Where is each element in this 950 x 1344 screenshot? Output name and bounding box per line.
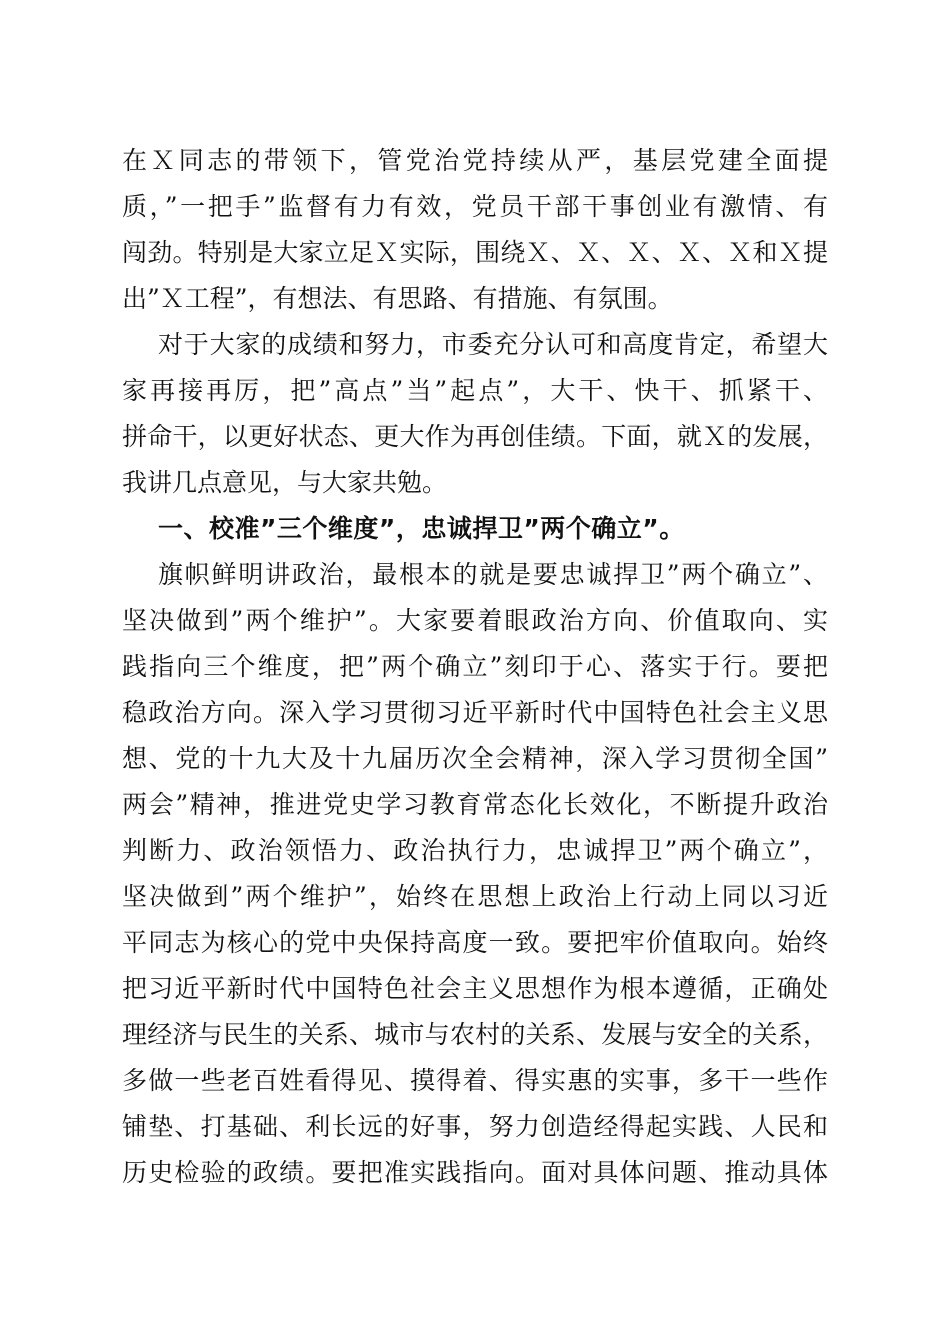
- paragraph-1-line-1: 在Ｘ同志的带领下，管党治党持续从严，基层党建全面提: [122, 146, 828, 175]
- paragraph-2-line-4: 我讲几点意见，与大家共勉。: [122, 468, 448, 497]
- paragraph-2-line-3: 拼命干，以更好状态、更大作为再创佳绩。下面，就Ｘ的发展，: [122, 422, 828, 451]
- paragraph-3-line-6: 两会”精神，推进党史学习教育常态化长效化，不断提升政治: [122, 790, 828, 819]
- paragraph-3-line-7: 判断力、政治领悟力、政治执行力，忠诚捍卫”两个确立”，: [122, 836, 828, 865]
- paragraph-3-line-12: 多做一些老百姓看得见、摸得着、得实惠的实事，多干一些作: [122, 1066, 828, 1095]
- paragraph-1-line-4: 出”Ｘ工程”，有想法、有思路、有措施、有氛围。: [122, 284, 673, 313]
- paragraph-1-line-3: 闯劲。特别是大家立足Ｘ实际，围绕Ｘ、Ｘ、Ｘ、Ｘ、Ｘ和Ｘ提: [122, 238, 828, 267]
- paragraph-3-line-5: 想、党的十九大及十九届历次全会精神，深入学习贯彻全国”: [122, 744, 828, 773]
- paragraph-3-line-2: 坚决做到”两个维护”。大家要着眼政治方向、价值取向、实: [122, 606, 828, 635]
- paragraph-3-line-1: 旗帜鲜明讲政治，最根本的就是要忠诚捍卫”两个确立”、: [158, 560, 828, 589]
- paragraph-3-line-9: 平同志为核心的党中央保持高度一致。要把牢价值取向。始终: [122, 928, 828, 957]
- paragraph-3-line-8: 坚决做到”两个维护”，始终在思想上政治上行动上同以习近: [122, 882, 828, 911]
- paragraph-3-line-10: 把习近平新时代中国特色社会主义思想作为根本遵循，正确处: [122, 974, 828, 1003]
- paragraph-3-line-11: 理经济与民生的关系、城市与农村的关系、发展与安全的关系，: [122, 1020, 828, 1049]
- paragraph-3-line-13: 铺垫、打基础、利长远的好事，努力创造经得起实践、人民和: [122, 1112, 828, 1141]
- paragraph-3-line-3: 践指向三个维度，把”两个确立”刻印于心、落实于行。要把: [122, 652, 828, 681]
- section-heading-1: 一、校准”三个维度”，忠诚捍卫”两个确立”。: [158, 514, 685, 543]
- paragraph-2-line-2: 家再接再厉，把”高点”当”起点”，大干、快干、抓紧干、: [122, 376, 828, 405]
- paragraph-1-line-2: 质，”一把手”监督有力有效，党员干部干事创业有激情、有: [122, 192, 828, 221]
- paragraph-2-line-1: 对于大家的成绩和努力，市委充分认可和高度肯定，希望大: [158, 330, 828, 359]
- paragraph-3-line-4: 稳政治方向。深入学习贯彻习近平新时代中国特色社会主义思: [122, 698, 828, 727]
- paragraph-3-line-14: 历史检验的政绩。要把准实践指向。面对具体问题、推动具体: [122, 1158, 828, 1187]
